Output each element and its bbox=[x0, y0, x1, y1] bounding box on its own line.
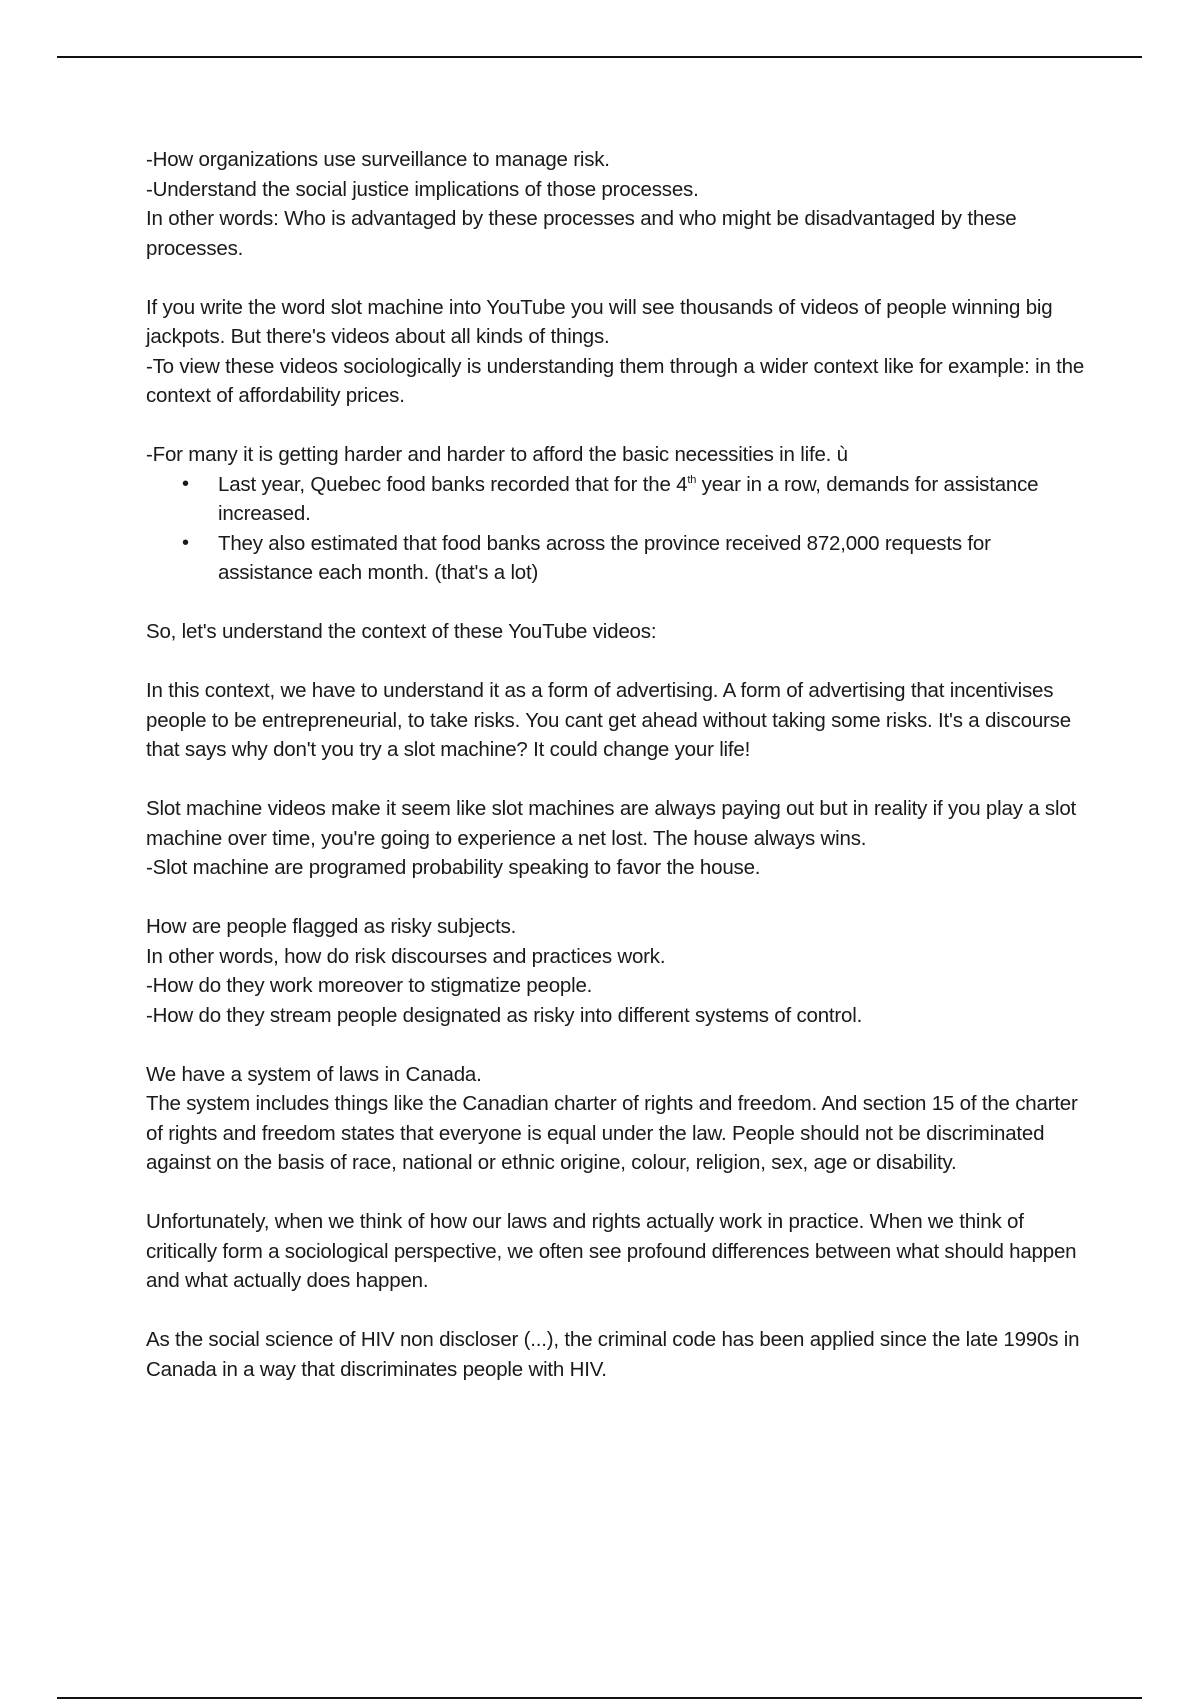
ordinal-suffix: th bbox=[687, 473, 697, 486]
slot-machine-block bbox=[146, 794, 1086, 883]
spacer bbox=[146, 411, 1086, 441]
youtube-block bbox=[146, 293, 1086, 411]
practice-paragraph: Unfortunately, when we think of how our laws and rights actually work in practice. When we think of critically form a sociological perspective, we often see profound differences between what should happen and what actually does happen. bbox=[146, 1210, 1077, 1292]
spacer bbox=[146, 1178, 1086, 1208]
document-body bbox=[146, 145, 1086, 1384]
laws-block bbox=[146, 1060, 1086, 1178]
list-item bbox=[146, 470, 1086, 529]
necessities-list bbox=[146, 470, 1086, 588]
spacer bbox=[146, 1030, 1086, 1060]
list-item bbox=[146, 529, 1086, 588]
necessities-lead: -For many it is getting harder and harder to afford the basic necessities in life. ù bbox=[146, 443, 848, 466]
advertising-paragraph: In this context, we have to understand it as a form of advertising. A form of advertising that incentivises people to be entrepreneurial, to take risks. You cant get ahead without taking some risks. It's a discourse that says why don't you try a slot machine? It could change your life! bbox=[146, 679, 1071, 761]
slot-machine-paragraph-2: -Slot machine are programed probability speaking to favor the house. bbox=[146, 856, 761, 879]
intro-line-3: In other words: Who is advantaged by these processes and who might be disadvantaged by these processes. bbox=[146, 207, 1017, 260]
spacer bbox=[146, 588, 1086, 618]
risky-subjects-line-4: -How do they stream people designated as risky into different systems of control. bbox=[146, 1003, 863, 1027]
spacer bbox=[146, 647, 1086, 677]
context-intro: So, let's understand the context of these YouTube videos: bbox=[146, 620, 657, 643]
hiv-paragraph: As the social science of HIV non discloser (...), the criminal code has been applied since the late 1990s in Canada in a way that discriminates people with HIV. bbox=[146, 1328, 1080, 1381]
youtube-paragraph-2: -To view these videos sociologically is understanding them through a wider context like for example: in the context of affordability prices. bbox=[146, 354, 1085, 407]
intro-line-1: -How organizations use surveillance to manage risk. bbox=[146, 148, 610, 171]
laws-paragraph: The system includes things like the Canadian charter of rights and freedom. And section 15 of the charter of rights and freedom states that everyone is equal under the law. People should not be discriminated against on the basis of race, national or ethnic origine, colour, religion, sex, age or disability. bbox=[146, 1092, 1078, 1174]
youtube-paragraph-1: If you write the word slot machine into YouTube you will see thousands of videos of people winning big jackpots. But there's videos about all kinds of things. bbox=[146, 295, 1053, 348]
intro-line-2: -Understand the social justice implications of those processes. bbox=[146, 177, 699, 201]
spacer bbox=[146, 883, 1086, 913]
spacer bbox=[146, 263, 1086, 293]
laws-line-1: We have a system of laws in Canada. bbox=[146, 1062, 482, 1086]
slot-machine-paragraph-1: Slot machine videos make it seem like slot machines are always paying out but in reality if you play a slot machine over time, you're going to experience a net lost. The house always wins. bbox=[146, 797, 1077, 850]
risky-subjects-line-3: -How do they work moreover to stigmatize people. bbox=[146, 974, 593, 997]
risky-subjects-block bbox=[146, 912, 1086, 1030]
spacer bbox=[146, 1296, 1086, 1326]
footer-rule bbox=[57, 1697, 1142, 1699]
spacer bbox=[146, 765, 1086, 795]
intro-block bbox=[146, 145, 1086, 263]
risky-subjects-line-1: How are people flagged as risky subjects. bbox=[146, 915, 517, 938]
bullet-1-text-start: Last year, Quebec food banks recorded that for the 4 bbox=[218, 472, 688, 496]
risky-subjects-line-2: In other words, how do risk discourses and practices work. bbox=[146, 944, 666, 968]
bullet-1-text-end: year in a row, demands for assistance increased. bbox=[218, 472, 1039, 525]
bullet-2-text: They also estimated that food banks across the province received 872,000 requests for assistance each month. (that's a lot) bbox=[218, 531, 991, 584]
header-rule bbox=[57, 56, 1142, 58]
